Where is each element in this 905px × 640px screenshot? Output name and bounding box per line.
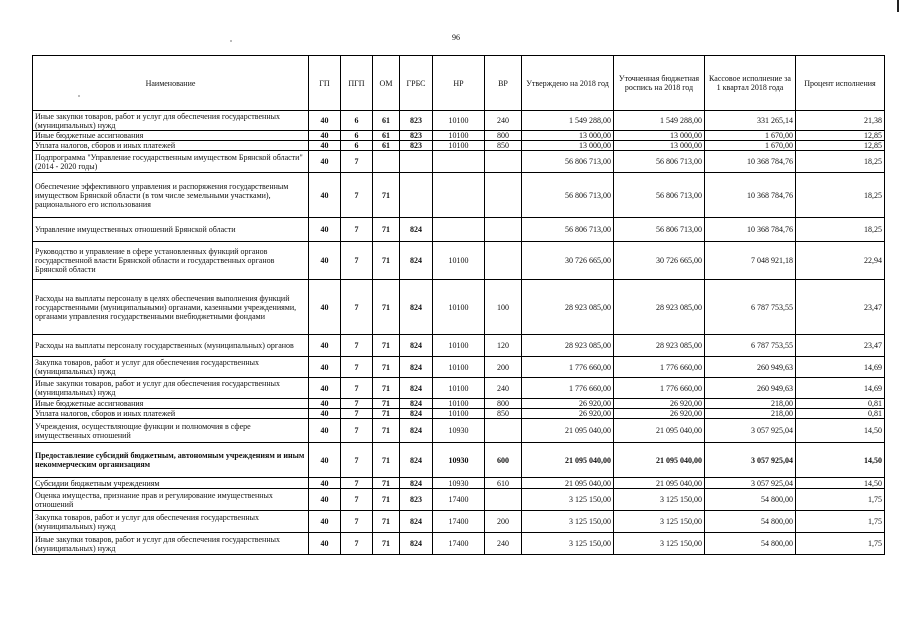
table-row [33,242,885,280]
cell-vr: 200 [485,511,522,533]
cell-nr: 17400 [433,511,485,533]
cell-name: Уплата налогов, сборов и иных платежей [33,141,309,151]
cell-gp: 40 [309,111,341,131]
cell-cash: 1 670,00 [705,141,796,151]
cell-grbs: 824 [400,533,433,555]
table-body [33,111,885,555]
cell-grbs: 824 [400,511,433,533]
cell-vr [485,242,522,280]
cell-refined: 21 095 040,00 [614,419,705,443]
header-gp: ГП [309,56,341,111]
cell-name: Уплата налогов, сборов и иных платежей [33,409,309,419]
header-refined: Уточненная бюджетная роспись на 2018 год [614,56,705,111]
cell-name: Иные закупки товаров, работ и услуг для обеспечения государственных (муниципальных) нужд [33,378,309,399]
table-row [33,151,885,173]
cell-vr: 240 [485,533,522,555]
budget-table [32,55,885,555]
cell-name: Управление имущественных отношений Брянской области [33,218,309,242]
cell-pgp: 7 [341,533,373,555]
table-row [33,111,885,131]
cell-refined: 56 806 713,00 [614,151,705,173]
page-number: 96 [452,33,460,42]
header-percent: Процент исполнения [796,56,885,111]
cell-pgp: 7 [341,357,373,378]
cell-om: 71 [373,399,400,409]
cell-pgp: 7 [341,173,373,218]
cell-refined: 56 806 713,00 [614,173,705,218]
cell-refined: 28 923 085,00 [614,335,705,357]
cell-approved: 28 923 085,00 [522,335,614,357]
cell-refined: 3 125 150,00 [614,489,705,511]
cell-cash: 260 949,63 [705,357,796,378]
cell-percent: 18,25 [796,218,885,242]
cell-nr: 10100 [433,131,485,141]
cell-gp: 40 [309,533,341,555]
cell-om: 61 [373,131,400,141]
cell-gp: 40 [309,399,341,409]
cell-vr: 100 [485,280,522,335]
cell-vr [485,419,522,443]
cell-grbs: 824 [400,335,433,357]
cell-om: 71 [373,489,400,511]
cell-name: Руководство и управление в сфере установленных функций органов государственной власти Брянской области и государственных органов Брянской области [33,242,309,280]
cell-pgp: 7 [341,419,373,443]
cell-grbs [400,173,433,218]
cell-gp: 40 [309,280,341,335]
cell-gp: 40 [309,141,341,151]
cell-pgp: 7 [341,151,373,173]
header-name: Наименование [33,56,309,111]
cell-gp: 40 [309,131,341,141]
cell-vr: 800 [485,399,522,409]
cell-percent: 14,50 [796,419,885,443]
cell-grbs: 824 [400,378,433,399]
cell-gp: 40 [309,489,341,511]
cell-name: Расходы на выплаты персоналу государственных (муниципальных) органов [33,335,309,357]
cell-refined: 3 125 150,00 [614,511,705,533]
cell-om: 61 [373,141,400,151]
cell-cash: 7 048 921,18 [705,242,796,280]
cell-refined: 3 125 150,00 [614,533,705,555]
cell-gp: 40 [309,478,341,489]
cell-grbs: 824 [400,419,433,443]
cell-pgp: 6 [341,141,373,151]
cell-pgp: 7 [341,443,373,478]
cell-om [373,151,400,173]
cell-name: Иные бюджетные ассигнования [33,131,309,141]
cell-cash: 331 265,14 [705,111,796,131]
table-row [33,173,885,218]
header-nr: НР [433,56,485,111]
cell-nr: 10100 [433,111,485,131]
table-row [33,218,885,242]
cell-nr: 10100 [433,242,485,280]
cell-refined: 26 920,00 [614,409,705,419]
cell-om: 71 [373,419,400,443]
table-header-row [33,56,885,111]
cell-cash: 6 787 753,55 [705,280,796,335]
cell-percent: 1,75 [796,489,885,511]
cell-gp: 40 [309,511,341,533]
cell-approved: 30 726 665,00 [522,242,614,280]
table-row [33,141,885,151]
page-edge-mark [897,0,899,12]
cell-cash: 1 670,00 [705,131,796,141]
cell-pgp: 6 [341,111,373,131]
table-row [33,357,885,378]
cell-grbs: 823 [400,131,433,141]
cell-name: Субсидии бюджетным учреждениям [33,478,309,489]
cell-om: 71 [373,511,400,533]
cell-nr: 10100 [433,378,485,399]
cell-refined: 21 095 040,00 [614,443,705,478]
cell-percent: 14,50 [796,443,885,478]
cell-grbs [400,151,433,173]
cell-name: Оценка имущества, признание прав и регулирование имущественных отношений [33,489,309,511]
cell-percent: 18,25 [796,173,885,218]
scan-speck [230,40,232,42]
cell-refined: 21 095 040,00 [614,478,705,489]
table-row [33,443,885,478]
header-vr: ВР [485,56,522,111]
cell-cash: 3 057 925,04 [705,443,796,478]
cell-om: 71 [373,443,400,478]
cell-vr: 850 [485,141,522,151]
table-row [33,489,885,511]
cell-refined: 1 549 288,00 [614,111,705,131]
cell-gp: 40 [309,242,341,280]
cell-om: 71 [373,218,400,242]
cell-nr: 10930 [433,419,485,443]
cell-name: Предоставление субсидий бюджетным, автономным учреждениям и иным некоммерческим организациям [33,443,309,478]
cell-percent: 22,94 [796,242,885,280]
cell-om: 61 [373,111,400,131]
cell-pgp: 7 [341,478,373,489]
cell-gp: 40 [309,409,341,419]
cell-percent: 0,81 [796,399,885,409]
cell-percent: 1,75 [796,511,885,533]
table-row [33,131,885,141]
cell-nr [433,218,485,242]
cell-vr: 610 [485,478,522,489]
cell-cash: 218,00 [705,399,796,409]
cell-om: 71 [373,335,400,357]
header-grbs: ГРБС [400,56,433,111]
cell-pgp: 6 [341,131,373,141]
cell-nr: 17400 [433,533,485,555]
cell-pgp: 7 [341,335,373,357]
cell-cash: 10 368 784,76 [705,173,796,218]
cell-gp: 40 [309,151,341,173]
cell-approved: 56 806 713,00 [522,151,614,173]
cell-om: 71 [373,173,400,218]
cell-grbs: 824 [400,218,433,242]
cell-vr: 120 [485,335,522,357]
cell-approved: 1 549 288,00 [522,111,614,131]
cell-name: Расходы на выплаты персоналу в целях обеспечения выполнения функций государственными (муниципальными) органами, казенными учреждениями, органами управления государственными внебюджетными фондами [33,280,309,335]
cell-grbs: 824 [400,443,433,478]
table-row [33,419,885,443]
table-row [33,378,885,399]
cell-nr [433,173,485,218]
cell-vr: 800 [485,131,522,141]
cell-vr [485,173,522,218]
cell-gp: 40 [309,378,341,399]
cell-percent: 1,75 [796,533,885,555]
cell-cash: 6 787 753,55 [705,335,796,357]
cell-cash: 218,00 [705,409,796,419]
table-row [33,335,885,357]
cell-name: Иные закупки товаров, работ и услуг для обеспечения государственных (муниципальных) нужд [33,111,309,131]
cell-om: 71 [373,378,400,399]
cell-name: Закупка товаров, работ и услуг для обеспечения государственных (муниципальных) нужд [33,357,309,378]
cell-grbs: 823 [400,489,433,511]
table-row [33,409,885,419]
cell-om: 71 [373,280,400,335]
cell-vr [485,218,522,242]
cell-pgp: 7 [341,409,373,419]
cell-cash: 10 368 784,76 [705,151,796,173]
cell-approved: 3 125 150,00 [522,489,614,511]
cell-vr: 850 [485,409,522,419]
cell-vr: 240 [485,111,522,131]
cell-gp: 40 [309,443,341,478]
table-row [33,478,885,489]
cell-percent: 12,85 [796,131,885,141]
table-row [33,399,885,409]
cell-pgp: 7 [341,242,373,280]
cell-vr [485,489,522,511]
cell-refined: 28 923 085,00 [614,280,705,335]
cell-approved: 21 095 040,00 [522,419,614,443]
cell-nr: 10100 [433,409,485,419]
cell-nr: 10930 [433,443,485,478]
header-approved: Утверждено на 2018 год [522,56,614,111]
cell-gp: 40 [309,335,341,357]
cell-cash: 54 800,00 [705,533,796,555]
table-row [33,511,885,533]
cell-approved: 13 000,00 [522,131,614,141]
cell-om: 71 [373,533,400,555]
cell-nr: 10100 [433,399,485,409]
cell-name: Подпрограмма "Управление государственным имуществом Брянской области" (2014 - 2020 годы) [33,151,309,173]
cell-nr: 17400 [433,489,485,511]
cell-approved: 13 000,00 [522,141,614,151]
cell-refined: 1 776 660,00 [614,357,705,378]
cell-refined: 56 806 713,00 [614,218,705,242]
cell-approved: 26 920,00 [522,399,614,409]
cell-pgp: 7 [341,511,373,533]
cell-approved: 56 806 713,00 [522,173,614,218]
cell-pgp: 7 [341,489,373,511]
cell-grbs: 823 [400,111,433,131]
cell-pgp: 7 [341,378,373,399]
cell-grbs: 824 [400,478,433,489]
cell-pgp: 7 [341,399,373,409]
cell-pgp: 7 [341,218,373,242]
cell-percent: 23,47 [796,335,885,357]
cell-approved: 26 920,00 [522,409,614,419]
cell-refined: 26 920,00 [614,399,705,409]
cell-percent: 23,47 [796,280,885,335]
header-om: ОМ [373,56,400,111]
cell-om: 71 [373,242,400,280]
cell-om: 71 [373,409,400,419]
cell-vr: 600 [485,443,522,478]
cell-grbs: 823 [400,141,433,151]
table-row [33,280,885,335]
cell-cash: 3 057 925,04 [705,478,796,489]
cell-vr: 200 [485,357,522,378]
cell-gp: 40 [309,357,341,378]
cell-pgp: 7 [341,280,373,335]
cell-percent: 21,38 [796,111,885,131]
cell-approved: 56 806 713,00 [522,218,614,242]
cell-gp: 40 [309,218,341,242]
cell-percent: 14,50 [796,478,885,489]
cell-gp: 40 [309,173,341,218]
cell-vr: 240 [485,378,522,399]
cell-grbs: 824 [400,242,433,280]
cell-om: 71 [373,357,400,378]
cell-grbs: 824 [400,280,433,335]
cell-gp: 40 [309,419,341,443]
cell-name: Закупка товаров, работ и услуг для обеспечения государственных (муниципальных) нужд [33,511,309,533]
cell-nr: 10100 [433,141,485,151]
cell-grbs: 824 [400,399,433,409]
cell-nr: 10100 [433,357,485,378]
cell-name: Обеспечение эффективного управления и распоряжения государственным имуществом Брянской области (в том числе земельными участками), рационального его использования [33,173,309,218]
header-cash: Кассовое исполнение за 1 квартал 2018 года [705,56,796,111]
cell-cash: 54 800,00 [705,511,796,533]
cell-vr [485,151,522,173]
cell-percent: 12,85 [796,141,885,151]
cell-name: Учреждения, осуществляющие функции и полномочия в сфере имущественных отношений [33,419,309,443]
cell-refined: 30 726 665,00 [614,242,705,280]
cell-percent: 18,25 [796,151,885,173]
cell-nr: 10100 [433,280,485,335]
cell-name: Иные бюджетные ассигнования [33,399,309,409]
cell-grbs: 824 [400,357,433,378]
cell-cash: 3 057 925,04 [705,419,796,443]
cell-nr: 10100 [433,335,485,357]
cell-cash: 260 949,63 [705,378,796,399]
cell-cash: 10 368 784,76 [705,218,796,242]
cell-percent: 0,81 [796,409,885,419]
cell-grbs: 824 [400,409,433,419]
cell-refined: 1 776 660,00 [614,378,705,399]
cell-percent: 14,69 [796,378,885,399]
cell-approved: 3 125 150,00 [522,511,614,533]
header-pgp: ПГП [341,56,373,111]
cell-name: Иные закупки товаров, работ и услуг для обеспечения государственных (муниципальных) нужд [33,533,309,555]
cell-approved: 21 095 040,00 [522,478,614,489]
table-row [33,533,885,555]
cell-approved: 28 923 085,00 [522,280,614,335]
cell-cash: 54 800,00 [705,489,796,511]
cell-approved: 3 125 150,00 [522,533,614,555]
cell-refined: 13 000,00 [614,131,705,141]
cell-refined: 13 000,00 [614,141,705,151]
cell-approved: 21 095 040,00 [522,443,614,478]
cell-om: 71 [373,478,400,489]
cell-approved: 1 776 660,00 [522,378,614,399]
cell-nr: 10930 [433,478,485,489]
cell-approved: 1 776 660,00 [522,357,614,378]
cell-percent: 14,69 [796,357,885,378]
cell-nr [433,151,485,173]
